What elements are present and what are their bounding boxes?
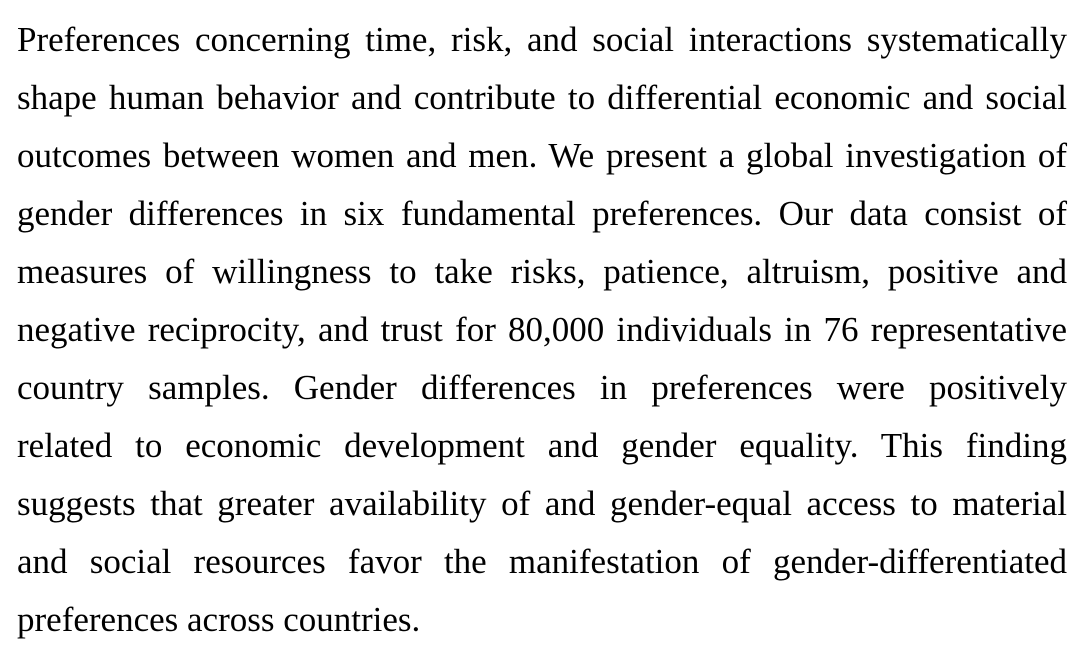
abstract-line: related to economic development and gender equality. This finding bbox=[17, 426, 1067, 465]
abstract-line: preferences across countries. bbox=[17, 600, 421, 639]
abstract-line: suggests that greater availability of and gender-equal access to material bbox=[17, 484, 1067, 523]
abstract-line: outcomes between women and men. We present a global investigation of bbox=[17, 136, 1067, 175]
abstract-line: shape human behavior and contribute to differential economic and social bbox=[17, 78, 1067, 117]
abstract-line: country samples. Gender differences in preferences were positively bbox=[17, 368, 1067, 407]
abstract-line: Preferences concerning time, risk, and social interactions systematically bbox=[17, 20, 1067, 59]
abstract-paragraph bbox=[17, 11, 1067, 649]
abstract-line: negative reciprocity, and trust for 80,000 individuals in 76 representative bbox=[17, 310, 1067, 349]
abstract-line: measures of willingness to take risks, patience, altruism, positive and bbox=[17, 252, 1067, 291]
abstract-line: gender differences in six fundamental preferences. Our data consist of bbox=[17, 194, 1067, 233]
abstract-line: and social resources favor the manifestation of gender-differentiated bbox=[17, 542, 1067, 581]
